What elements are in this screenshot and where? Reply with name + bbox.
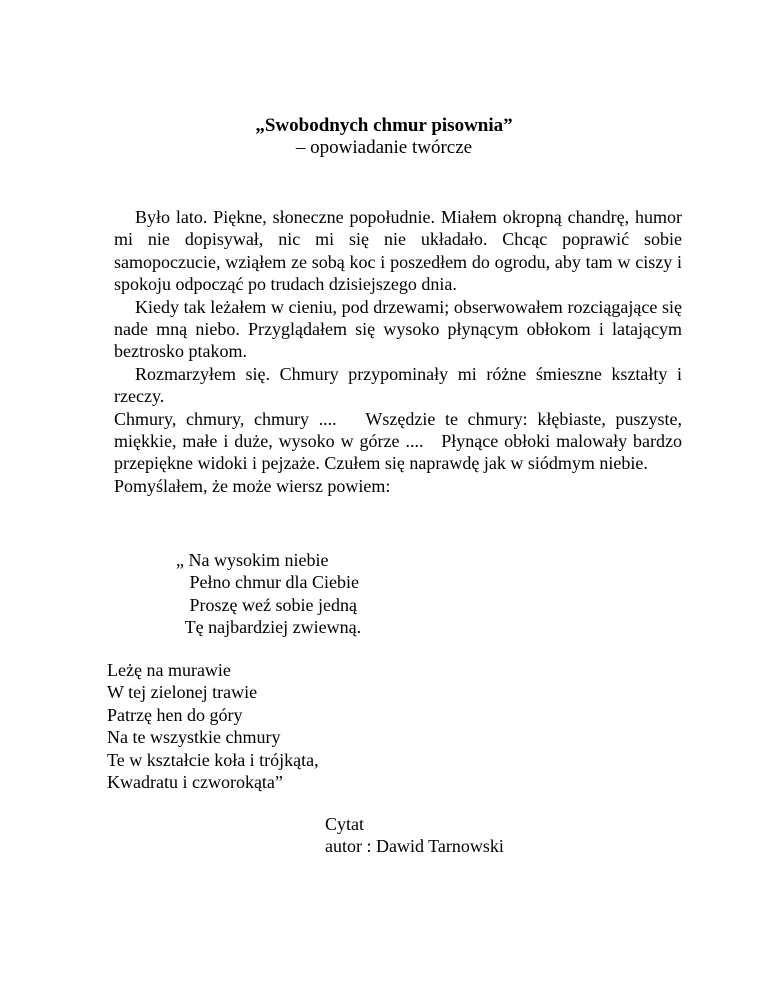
verse-line: W tej zielonej trawie	[107, 682, 258, 703]
paragraph-4: Chmury, chmury, chmury .... Wszędzie te chmury: kłębiaste, puszyste, miękkie, małe i duże, wysoko w górze .... Płynące obłoki malowały bardzo przepiękne widoki i pejzaże. Czułem się naprawdę jak w siódmym niebie.	[114, 408, 687, 474]
verse-line: Kwadratu i czworokąta”	[107, 772, 283, 793]
document-title: „Swobodnych chmur pisownia”	[255, 115, 513, 136]
verse-line: „ Na wysokim niebie	[176, 550, 329, 570]
verse-stanza-1	[176, 549, 361, 639]
paragraph-2: Kiedy tak leżałem w cieniu, pod drzewami; obserwowałem rozciągające się nade mną niebo. Przyglądałem się wysoko płynącym obłokom i latającym beztrosko ptakom.	[114, 296, 682, 362]
author-line: autor : Dawid Tarnowski	[325, 836, 504, 857]
verse-line: Patrzę hen do góry	[107, 704, 243, 725]
paragraph-3: Rozmarzyłem się. Chmury przypominały mi różne śmieszne kształty i rzeczy.	[114, 363, 682, 407]
document-subtitle: – opowiadanie twórcze	[295, 137, 473, 158]
verse-line: Te w kształcie koła i trójkąta,	[107, 749, 319, 770]
paragraph-1: Było lato. Piękne, słoneczne popołudnie. Miałem okropną chandrę, humor mi nie dopisywał, nic mi się nie układało. Chcąc poprawić sobie samopoczucie, wziąłem ze sobą koc i poszedłem do ogrodu, aby tam w ciszy i spokoju odpocząć po trudach dzisiejszego dnia.	[114, 207, 682, 295]
citation-label: Cytat	[325, 814, 364, 834]
verse-line: Leżę na murawie	[107, 660, 231, 680]
verse-line: Pełno chmur dla Ciebie	[176, 572, 359, 593]
story-body	[114, 206, 687, 497]
paragraph-5: Pomyślałem, że może wiersz powiem:	[114, 475, 391, 496]
verse-line: Tę najbardziej zwiewną.	[176, 617, 362, 638]
signature-block	[325, 813, 504, 858]
verse-line: Proszę weź sobie jedną	[176, 594, 357, 615]
verse-stanza-2	[107, 659, 319, 793]
verse-line: Na te wszystkie chmury	[107, 727, 281, 748]
